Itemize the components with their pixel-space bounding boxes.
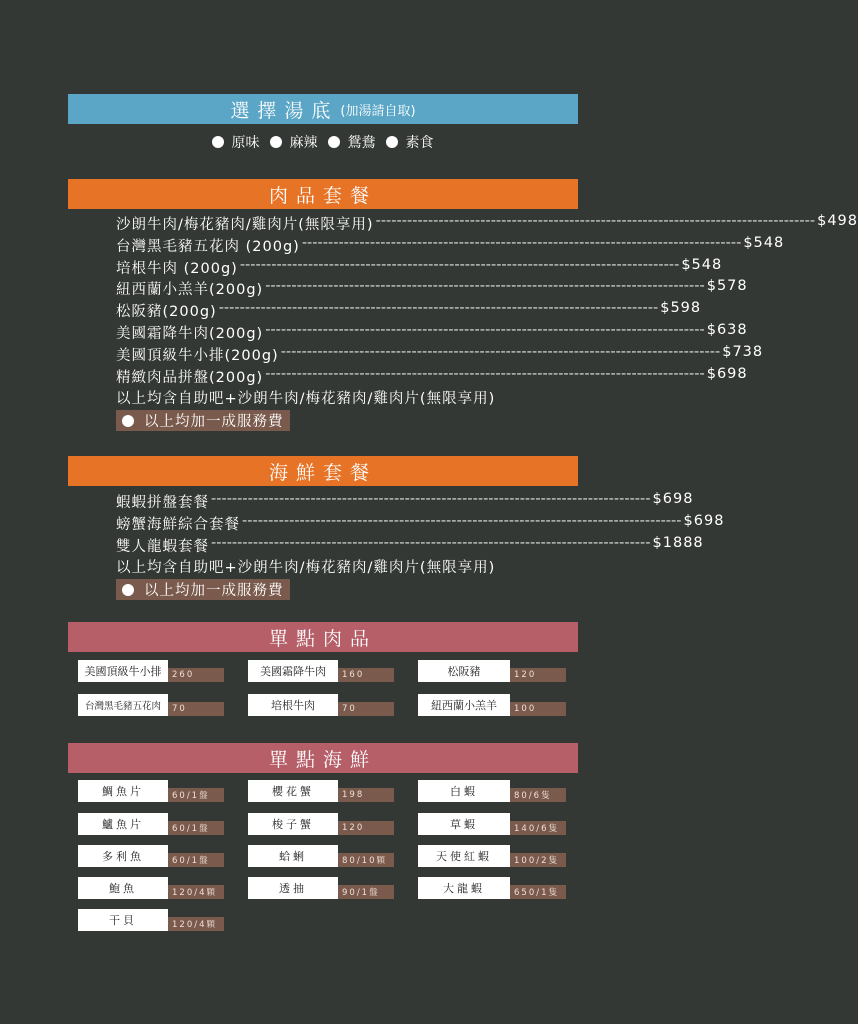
ala-seafood-item: 透抽 90/1盤 — [248, 877, 394, 899]
ala-meat-item: 培根牛肉 70 — [248, 694, 394, 716]
ala-seafood-item: 鯛魚片 60/1盤 — [78, 780, 224, 802]
ala-meat-item: 美國頂級牛小排 260 — [78, 660, 224, 682]
bullet-icon — [212, 136, 224, 148]
meat-set-note: 以上均含自助吧+沙朗牛肉/梅花豬肉/雞肉片(無限享用) — [116, 391, 496, 408]
ala-seafood-item: 櫻花蟹 198 — [248, 780, 394, 802]
ala-seafood-title: 單點海鮮 — [268, 748, 377, 771]
menu-row: 雙人龍蝦套餐 ------------------------------------------------------------------------------------ $1888 — [116, 534, 704, 555]
ala-seafood-item: 草蝦 140/6隻 — [418, 813, 566, 835]
seafood-set-title: 海鮮套餐 — [268, 461, 377, 484]
broth-option: 原味 — [212, 132, 260, 152]
broth-option: 麻辣 — [270, 132, 318, 152]
menu-row: 培根牛肉 (200g) ------------------------------------------------------------------------------------ $548 — [116, 256, 723, 277]
menu-row: 台灣黑毛豬五花肉 (200g) ------------------------------------------------------------------------------------ $548 — [116, 234, 785, 255]
broth-option: 素食 — [386, 132, 434, 152]
service-charge-badge: 以上均加一成服務費 — [116, 579, 290, 600]
ala-seafood-item: 白蝦 80/6隻 — [418, 780, 566, 802]
seafood-set-menu — [116, 491, 725, 600]
bullet-icon — [122, 415, 134, 427]
menu-row: 美國霜降牛肉(200g) ------------------------------------------------------------------------------------ $638 — [116, 321, 748, 342]
ala-meat-item: 松阪豬 120 — [418, 660, 566, 682]
ala-meat-item: 台灣黑毛豬五花肉 70 — [78, 694, 224, 716]
ala-meat-title: 單點肉品 — [268, 627, 377, 650]
menu-row: 蝦蝦拼盤套餐 ------------------------------------------------------------------------------------ $698 — [116, 491, 694, 511]
bullet-icon — [328, 136, 340, 148]
ala-seafood-item: 梭子蟹 120 — [248, 813, 394, 835]
ala-seafood-item: 多利魚 60/1盤 — [78, 845, 224, 867]
ala-seafood-item: 大龍蝦 650/1隻 — [418, 877, 566, 899]
ala-seafood-item: 鱸魚片 60/1盤 — [78, 813, 224, 835]
meat-set-menu — [116, 213, 858, 431]
meat-set-title: 肉品套餐 — [268, 184, 377, 207]
ala-seafood-banner — [68, 743, 578, 773]
ala-seafood-item: 天使紅蝦 100/2隻 — [418, 845, 566, 867]
bullet-icon — [270, 136, 282, 148]
ala-seafood-item: 干貝 120/4顆 — [78, 909, 224, 931]
menu-row: 美國頂級牛小排(200g) ------------------------------------------------------------------------------------ $738 — [116, 343, 764, 364]
meat-set-banner — [68, 179, 578, 209]
broth-section-note: (加湯請自取) — [340, 103, 416, 119]
bullet-icon — [122, 584, 134, 596]
menu-row: 紐西蘭小羔羊(200g) ------------------------------------------------------------------------------------ $578 — [116, 278, 748, 299]
ala-meat-banner — [68, 622, 578, 652]
bullet-icon — [386, 136, 398, 148]
menu-row: 精緻肉品拼盤(200g) ------------------------------------------------------------------------------------ $698 — [116, 365, 748, 386]
broth-section-title: 選擇湯底 — [230, 99, 339, 122]
broth-section-banner — [68, 94, 578, 124]
menu-row: 螃蟹海鮮綜合套餐 ------------------------------------------------------------------------------------ $698 — [116, 512, 725, 533]
ala-meat-item: 美國霜降牛肉 160 — [248, 660, 394, 682]
service-charge-badge: 以上均加一成服務費 — [116, 410, 290, 431]
menu-row: 沙朗牛肉/梅花豬肉/雞肉片(無限享用) ------------------------------------------------------------------------------------ $498 — [116, 213, 858, 233]
menu-row: 松阪豬(200g) ------------------------------------------------------------------------------------ $598 — [116, 300, 702, 321]
broth-option: 鴛鴦 — [328, 132, 376, 152]
ala-seafood-item: 鮑魚 120/4顆 — [78, 877, 224, 899]
ala-meat-item: 紐西蘭小羔羊 100 — [418, 694, 566, 716]
seafood-set-note: 以上均含自助吧+沙朗牛肉/梅花豬肉/雞肉片(無限享用) — [116, 560, 496, 577]
ala-seafood-item: 蛤蜊 80/10顆 — [248, 845, 394, 867]
seafood-set-banner — [68, 456, 578, 486]
broth-options — [0, 132, 645, 152]
